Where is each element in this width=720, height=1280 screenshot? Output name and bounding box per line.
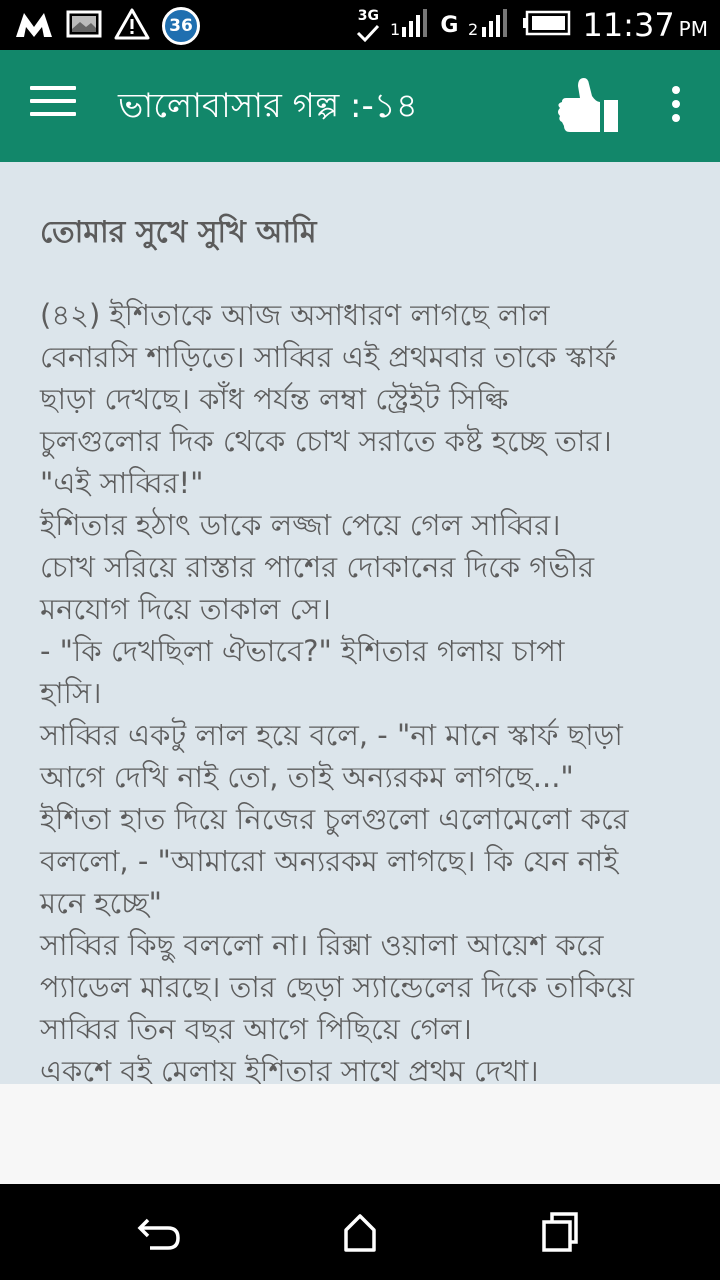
story-line: - "কি দেখছিলা ঐভাবে?" ইশিতার গলায় চাপা xyxy=(40,634,565,668)
story-line: ইশিতা হাত দিয়ে নিজের চুলগুলো এলোমেলো করে xyxy=(40,802,629,836)
m-app-icon xyxy=(14,9,54,43)
status-bar-right xyxy=(356,0,708,50)
network-g-label: G xyxy=(440,12,459,38)
story-line: চুলগুলোর দিক থেকে চোখ সরাতে কষ্ট হচ্ছে তার। xyxy=(40,424,612,458)
home-icon[interactable] xyxy=(336,1208,384,1256)
story-line: বেনারসি শাড়িতে। সাব্বির এই প্রথমবার তাকে স্কার্ফ xyxy=(40,340,617,374)
network-3g-indicator xyxy=(356,8,380,42)
check-icon xyxy=(356,24,380,42)
story-line: সাব্বির তিন বছর আগে পিছিয়ে গেল। xyxy=(40,1012,472,1046)
svg-text:1: 1 xyxy=(390,20,401,39)
story-line: চোখ সরিয়ে রাস্তার পাশের দোকানের দিকে গভীর xyxy=(40,550,595,584)
story-content[interactable] xyxy=(0,162,720,1084)
thumbs-up-icon[interactable] xyxy=(556,76,622,136)
story-body xyxy=(40,294,690,1084)
status-bar xyxy=(0,0,720,50)
clock xyxy=(582,6,708,44)
warning-icon xyxy=(114,8,150,44)
page-title: ভালোবাসার গল্প :-১৪ xyxy=(118,86,418,126)
story-line: প্যাডেল মারছে। তার ছেড়া স্যান্ডেলের দিকে তাকিয়ে xyxy=(40,970,635,1004)
story-line: বললো, - "আমারো অন্যরকম লাগছে। কি যেন নাই xyxy=(40,844,619,878)
story-line: ছাড়া দেখছে। কাঁধ পর্যন্ত লম্বা স্ট্রেইট সিল্কি xyxy=(40,382,509,416)
navigation-bar xyxy=(0,1184,720,1280)
story-line: সাব্বির একটু লাল হয়ে বলে, - "না মানে স্কার্ফ ছাড়া xyxy=(40,718,623,752)
clock-time: 11:37 xyxy=(582,6,675,44)
network-3g-label: 3G xyxy=(357,8,379,24)
signal-2-icon xyxy=(468,7,512,43)
battery-icon xyxy=(522,10,572,40)
signal-icon xyxy=(390,7,430,43)
story-line: মনে হচ্ছে" xyxy=(40,886,162,920)
clock-ampm: PM xyxy=(678,17,708,41)
recents-icon[interactable] xyxy=(536,1208,584,1256)
story-title: তোমার সুখে সুখি আমি xyxy=(40,215,317,250)
svg-text:2: 2 xyxy=(468,20,479,39)
notification-count-badge: 36 xyxy=(162,7,200,45)
story-line: (৪২) ইশিতাকে আজ অসাধারণ লাগছে লাল xyxy=(40,298,550,332)
status-bar-left xyxy=(14,6,200,46)
back-icon[interactable] xyxy=(136,1208,184,1256)
app-bar xyxy=(0,50,720,162)
menu-icon[interactable] xyxy=(30,86,76,126)
story-line: মনযোগ দিয়ে তাকাল সে। xyxy=(40,592,331,626)
story-line: আগে দেখি নাই তো, তাই অন্যরকম লাগছে..." xyxy=(40,760,574,794)
blank-area xyxy=(0,1084,720,1184)
story-line: সাব্বির কিছু বললো না। রিক্সা ওয়ালা আয়েশ করে xyxy=(40,928,604,962)
image-icon xyxy=(66,9,102,43)
more-vert-icon[interactable] xyxy=(660,86,692,130)
story-line: "এই সাব্বির!" xyxy=(40,466,204,500)
story-line: হাসি। xyxy=(40,676,102,710)
story-line: একশে বই মেলায় ইশিতার সাথে প্রথম দেখা। xyxy=(40,1054,539,1084)
story-line: ইশিতার হঠাৎ ডাকে লজ্জা পেয়ে গেল সাব্বির। xyxy=(40,508,561,542)
